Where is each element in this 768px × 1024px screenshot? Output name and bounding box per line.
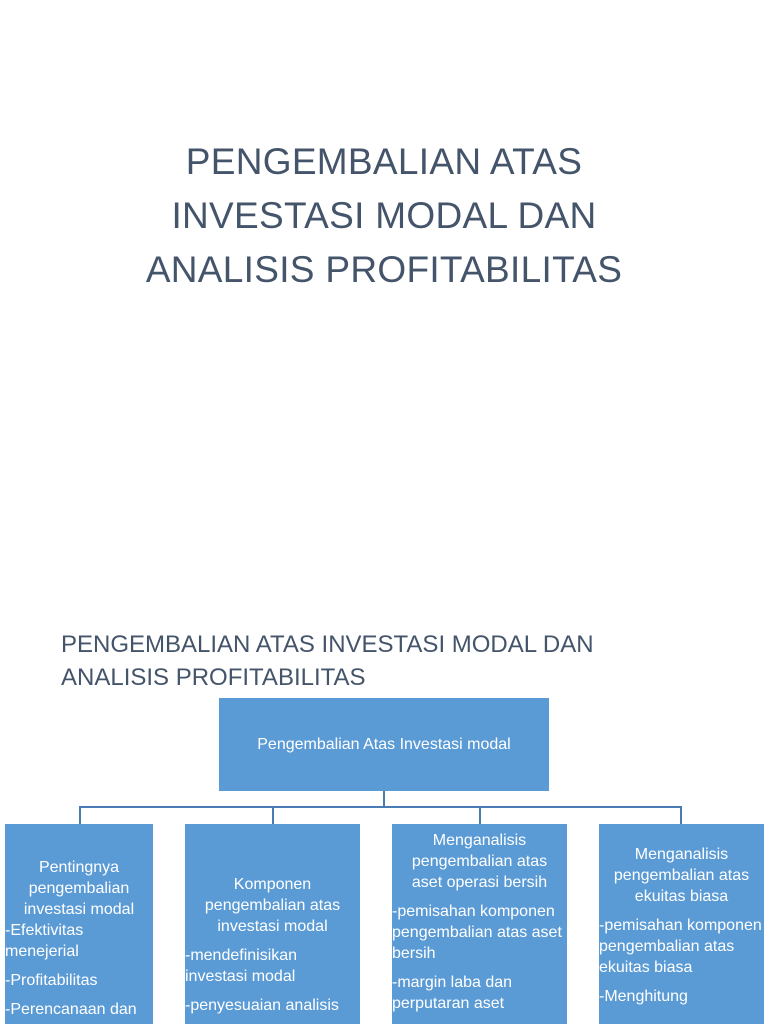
connector-horizontal: [79, 806, 682, 808]
bullet-item: -mendefinisikan investasi modal: [185, 947, 298, 985]
heading-line: Pentingnya: [38, 859, 120, 876]
child-box-heading: [5, 857, 153, 920]
bullet-item: -pemisahan komponen pengembalian atas ekuitas biasa: [599, 917, 762, 976]
heading-line: PENGEMBALIAN ATAS INVESTASI MODAL DAN: [61, 631, 594, 658]
bullet-item: -Profitabilitas: [5, 972, 98, 989]
heading-line: aset operasi bersih: [411, 874, 548, 891]
bullet-item: -penyesuaian analisis: [185, 997, 339, 1014]
heading-line: ANALISIS PROFITABILITAS: [61, 664, 366, 691]
bullet-item: -Efektivitas menejerial: [5, 922, 84, 960]
org-chart-slide: [0, 600, 768, 1024]
heading-line: Komponen: [233, 876, 312, 893]
title-line: INVESTASI MODAL DAN: [171, 195, 597, 236]
root-box: [219, 698, 549, 791]
connector-drop-1: [79, 806, 81, 824]
heading-line: pengembalian: [28, 880, 130, 897]
heading-line: investasi modal: [23, 901, 135, 918]
connector-vertical-root: [383, 791, 385, 807]
connector-drop-2: [272, 806, 274, 824]
connector-drop-3: [479, 806, 481, 824]
bullet-item: -pemisahan komponen pengembalian atas aset bersih: [392, 903, 562, 962]
child-box-pentingnya: [5, 824, 153, 1024]
heading-line: pengembalian atas: [411, 853, 548, 870]
child-box-heading: [185, 874, 360, 937]
title-line: PENGEMBALIAN ATAS: [185, 141, 583, 182]
child-box-aset-operasi: [392, 824, 567, 1024]
child-box-komponen: [185, 824, 360, 1024]
bullet-item: -Perencanaan dan: [5, 1001, 137, 1018]
slide-title: [90, 135, 678, 297]
child-box-ekuitas: [599, 824, 764, 1024]
bullet-item: -margin laba dan perputaran aset: [392, 974, 513, 1012]
heading-line: investasi modal: [217, 918, 328, 935]
title-line: ANALISIS PROFITABILITAS: [145, 249, 623, 290]
connector-drop-4: [680, 806, 682, 824]
heading-line: Menganalisis: [634, 846, 729, 863]
heading-line: Menganalisis: [432, 832, 527, 849]
heading-line: pengembalian atas: [204, 897, 341, 914]
bullet-item: -Menghitung: [599, 988, 688, 1005]
root-box-label: Pengembalian Atas Investasi modal: [257, 736, 511, 753]
heading-line: pengembalian atas: [613, 867, 750, 884]
slide-heading: [61, 628, 741, 694]
child-box-heading: [392, 830, 567, 893]
child-box-heading: [599, 844, 764, 907]
heading-line: ekuitas biasa: [634, 888, 729, 905]
